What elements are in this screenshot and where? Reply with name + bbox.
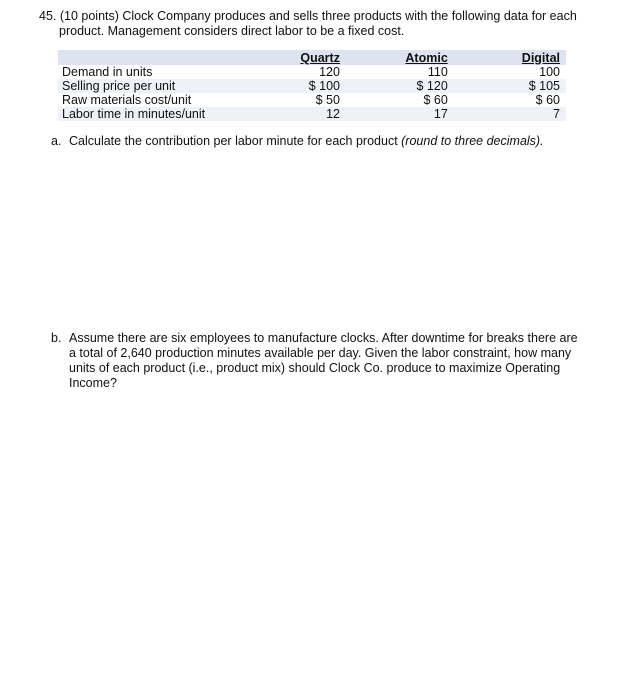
table-row (58, 79, 566, 93)
cell-quartz: 12 (326, 107, 340, 121)
cell-atomic: $ 120 (416, 79, 448, 93)
header-blank (58, 50, 269, 65)
header-atomic: Atomic (405, 50, 448, 65)
question-subheading: product. Management considers direct labor to be a fixed cost. (59, 24, 405, 38)
header-digital: Digital (521, 50, 560, 65)
row-label: Demand in units (62, 65, 153, 79)
table-header-row (58, 50, 566, 65)
cell-digital: $ 105 (528, 79, 560, 93)
header-quartz: Quartz (300, 50, 340, 65)
table-row (58, 65, 566, 79)
part-a-note: (round to three decimals). (401, 134, 544, 148)
table-row (58, 107, 566, 121)
cell-quartz: 120 (319, 65, 340, 79)
part-a-prompt (69, 134, 581, 149)
part-a-text: Calculate the contribution per labor minute for each product (69, 134, 402, 148)
cell-atomic: $ 60 (423, 93, 448, 107)
part-a-letter: a. (51, 134, 62, 148)
cell-quartz: $ 100 (308, 79, 340, 93)
table-row (58, 93, 566, 107)
part-a (51, 134, 581, 149)
row-label: Labor time in minutes/unit (62, 107, 206, 121)
cell-quartz: $ 50 (315, 93, 340, 107)
question-stem (39, 9, 599, 39)
cell-digital: 100 (539, 65, 560, 79)
row-label: Selling price per unit (62, 79, 176, 93)
part-b-letter: b. (51, 331, 62, 345)
part-b (51, 331, 581, 391)
product-data-table (58, 50, 566, 121)
cell-atomic: 17 (433, 107, 448, 121)
part-b-prompt: Assume there are six employees to manufacture clocks. After downtime for breaks there are a total of 2,640 production minutes available per day. Given the labor constraint, how many units of each product (i.e., product mix) should Clock Co. produce to maximize Operating Income? (69, 331, 578, 390)
cell-atomic: 110 (427, 65, 448, 79)
row-label: Raw materials cost/unit (62, 93, 192, 107)
cell-digital: $ 60 (535, 93, 560, 107)
question-heading: 45. (10 points) Clock Company produces and sells three products with the following data for each (39, 9, 577, 23)
cell-digital: 7 (553, 107, 560, 121)
